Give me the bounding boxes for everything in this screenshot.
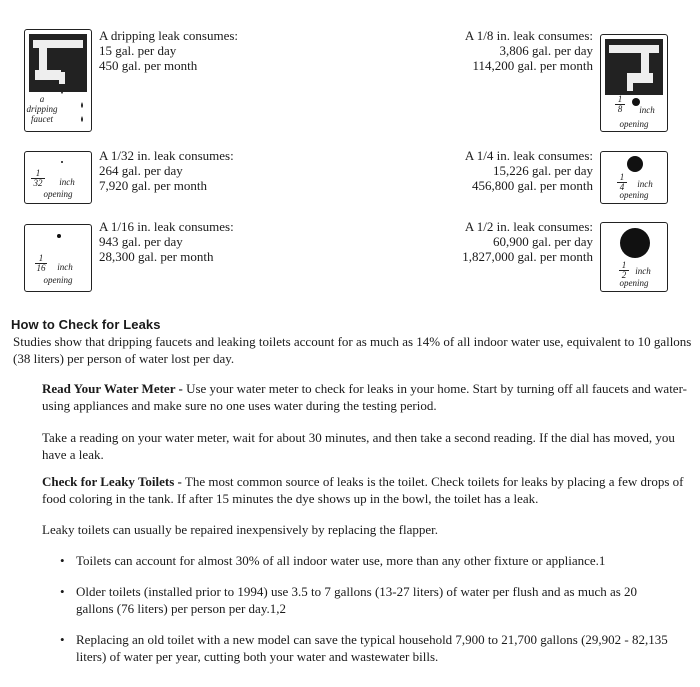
inch-label: inch bbox=[639, 105, 655, 115]
inch-label: inch bbox=[637, 179, 653, 189]
opening-label: opening bbox=[619, 278, 649, 288]
fraction: $\frac{1}{2}$ bbox=[619, 261, 629, 280]
list-item: • Toilets can account for almost 30% of all indoor water use, more than any other fixture or appliance.1 bbox=[60, 552, 672, 569]
leak-title: A dripping leak consumes: bbox=[99, 28, 239, 43]
leak-per-day: 3,806 gal. per day bbox=[499, 43, 593, 58]
dripping-faucet-icon bbox=[24, 29, 92, 132]
fraction: $\frac{1}{4}$ bbox=[617, 173, 627, 192]
inch-label: inch bbox=[635, 266, 651, 276]
leak-per-day: 264 gal. per day bbox=[99, 163, 183, 178]
leak-per-day: 15 gal. per day bbox=[99, 43, 177, 58]
fraction: $\frac{1}{16}$ bbox=[36, 253, 46, 273]
leak-per-month: 7,920 gal. per month bbox=[99, 178, 207, 193]
water-meter-text: Use your water meter to check for leaks in your home. Start by turning off all faucets and water-using appliances and make sure no one uses water during the testing period. bbox=[42, 381, 687, 413]
fraction: $\frac{1}{32}$ bbox=[31, 169, 45, 188]
water-meter-title: Read Your Water Meter - bbox=[42, 381, 183, 396]
quarter-inch-opening-icon bbox=[600, 151, 668, 204]
leak-title: A 1/4 in. leak consumes: bbox=[464, 148, 593, 163]
leaky-toilets-paragraph bbox=[42, 473, 695, 507]
leak-title: A 1/16 in. leak consumes: bbox=[99, 219, 234, 234]
leak-per-day: 15,226 gal. per day bbox=[492, 163, 593, 178]
leaky-toilets-title: Check for Leaky Toilets - bbox=[42, 474, 182, 489]
leak-1-16-inch bbox=[99, 219, 234, 264]
list-item: • Older toilets (installed prior to 1994) use 3.5 to 7 gallons (13-27 liters) of water per flush and as much as 20 gallons (76 liters) per person per day.1,2 bbox=[60, 583, 672, 617]
leak-per-month: 450 gal. per month bbox=[99, 58, 198, 73]
repair-paragraph: Leaky toilets can usually be repaired inexpensively by replacing the flapper. bbox=[42, 522, 438, 537]
opening-label: opening bbox=[43, 189, 73, 199]
eighth-inch-faucet-icon bbox=[600, 34, 668, 132]
inch-label: inch bbox=[57, 262, 73, 272]
section-heading: How to Check for Leaks bbox=[11, 317, 161, 332]
leak-title: A 1/32 in. leak consumes: bbox=[99, 148, 234, 163]
dripping-faucet-label: a dripping faucet bbox=[26, 94, 58, 124]
leak-1-8-inch bbox=[440, 28, 593, 73]
fraction: $\frac{1}{8}$ bbox=[615, 95, 625, 114]
intro-paragraph: Studies show that dripping faucets and leaking toilets account for as much as 14% of all indoor water use, equivalent to 10 gallons (38 liters) per person of water lost per day. bbox=[13, 334, 692, 366]
opening-label: opening bbox=[619, 119, 649, 129]
inch-label: inch bbox=[59, 177, 75, 187]
one-sixteenth-inch-opening-icon bbox=[24, 224, 92, 292]
opening-label: opening bbox=[43, 275, 73, 285]
leak-title: A 1/2 in. leak consumes: bbox=[464, 219, 593, 234]
leak-1-4-inch bbox=[440, 148, 593, 193]
leak-title: A 1/8 in. leak consumes: bbox=[464, 28, 593, 43]
water-meter-paragraph bbox=[42, 380, 695, 414]
list-item: • Replacing an old toilet with a new model can save the typical household 7,900 to 21,700 gallons (29,902 - 82,135 liters) of water per year, cutting both your water and wastewater bills. bbox=[60, 631, 672, 665]
leak-per-day: 943 gal. per day bbox=[99, 234, 183, 249]
one-thirty-second-inch-opening-icon bbox=[24, 151, 92, 204]
reading-paragraph: Take a reading on your water meter, wait for about 30 minutes, and then take a second reading. If the dial has moved, you have a leak. bbox=[42, 430, 675, 462]
half-inch-opening-icon bbox=[600, 222, 668, 292]
leak-per-month: 456,800 gal. per month bbox=[472, 178, 593, 193]
leak-1-2-inch bbox=[440, 219, 593, 264]
leak-dripping bbox=[99, 28, 238, 73]
leak-per-month: 1,827,000 gal. per month bbox=[462, 249, 593, 264]
facts-list bbox=[60, 552, 672, 665]
leaky-toilets-text: The most common source of leaks is the toilet. Check toilets for leaks by placing a few drops of food coloring in the tank. If after 15 minutes the dye shows up in the bowl, the toilet has a leak. bbox=[42, 474, 684, 506]
leak-per-month: 114,200 gal. per month bbox=[472, 58, 593, 73]
leak-per-month: 28,300 gal. per month bbox=[99, 249, 214, 264]
leak-per-day: 60,900 gal. per day bbox=[492, 234, 593, 249]
opening-label: opening bbox=[619, 190, 649, 200]
leak-1-32-inch bbox=[99, 148, 234, 193]
